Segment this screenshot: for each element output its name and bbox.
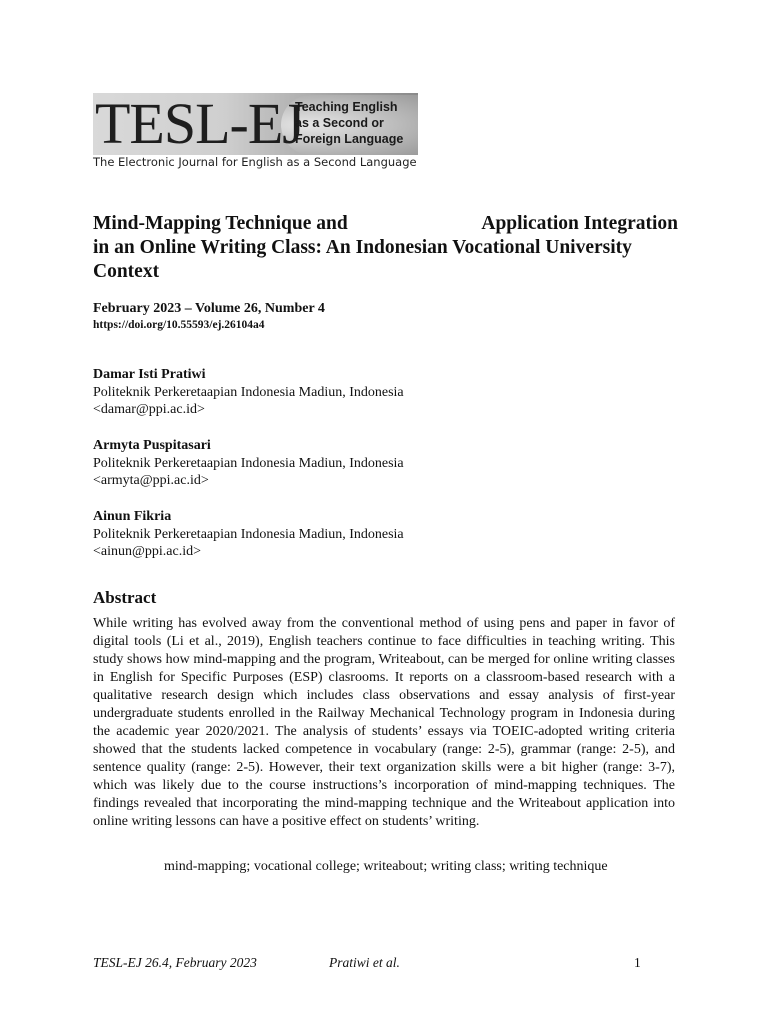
author-email[interactable]: <damar@ppi.ac.id>: [93, 402, 205, 417]
journal-logo: [93, 93, 418, 155]
abstract-heading: Abstract: [93, 588, 157, 607]
keywords: mind-mapping; vocational college; writeabout; writing class; writing technique: [164, 859, 608, 874]
author-affiliation: Politeknik Perkeretaapian Indonesia Madiun, Indonesia: [93, 526, 404, 542]
title-line-1-left: Mind-Mapping Technique and: [93, 213, 348, 234]
author-block: [93, 508, 404, 561]
logo-tagline-line: Teaching English: [295, 100, 398, 114]
title-line-1: [93, 212, 678, 236]
page-number: 1: [634, 955, 641, 970]
footer-journal: TESL-EJ 26.4, February 2023: [93, 955, 257, 970]
title-line-3: Context: [93, 261, 160, 282]
abstract-body: While writing has evolved away from the conventional method of using pens and paper in favor of digital tools (Li et al., 2019), English teachers continue to face difficulties in teaching writing. This study shows how mind-mapping and the program, Writeabout, can be merged for online writing classes in English for Specific Purposes (ESP) clasrooms. It reports on a classroom-based research with a qualitative research design which includes class observations and essay analysis of first-year undergraduate students enrolled in the Railway Mechanical Technology program in Indonesia during the academic year 2020/2021. The analysis of students’ essays via TOEIC-adopted writing criteria showed that the students lacked competence in vocabulary (range: 2-5), grammar (range: 2-5), and sentence quality (range: 2-5). However, their text organization skills were a bit higher (range: 3-7), which was likely due to the course instructions’s incorporation of mind-mapping techniques. The findings revealed that incorporating the mind-mapping technique and the Writeabout application into online writing lessons can have a positive effect on students’ writing.: [93, 616, 675, 829]
logo-tagline: [295, 99, 415, 147]
title-line-2: in an Online Writing Class: An Indonesian Vocational University: [93, 237, 632, 258]
author-email[interactable]: <ainun@ppi.ac.id>: [93, 544, 201, 559]
author-name: Armyta Puspitasari: [93, 438, 211, 453]
author-block: [93, 437, 404, 490]
author-block: [93, 366, 404, 419]
journal-subtitle: The Electronic Journal for English as a Second Language: [93, 155, 417, 169]
author-affiliation: Politeknik Perkeretaapian Indonesia Madiun, Indonesia: [93, 384, 404, 400]
logo-wordmark: TESL-EJ: [95, 93, 304, 155]
author-name: Ainun Fikria: [93, 509, 172, 524]
footer-authors: Pratiwi et al.: [329, 955, 400, 970]
author-name: Damar Isti Pratiwi: [93, 367, 206, 382]
author-affiliation: Politeknik Perkeretaapian Indonesia Madiun, Indonesia: [93, 455, 404, 471]
author-email[interactable]: <armyta@ppi.ac.id>: [93, 473, 209, 488]
doi-link[interactable]: https://doi.org/10.55593/ej.26104a4: [93, 319, 265, 331]
issue-info: February 2023 – Volume 26, Number 4: [93, 301, 325, 316]
logo-tagline-line: Foreign Language: [295, 132, 404, 146]
title-line-1-right: Application Integration: [481, 213, 678, 234]
article-title: [93, 212, 678, 284]
logo-tagline-line: as a Second or: [295, 116, 384, 130]
